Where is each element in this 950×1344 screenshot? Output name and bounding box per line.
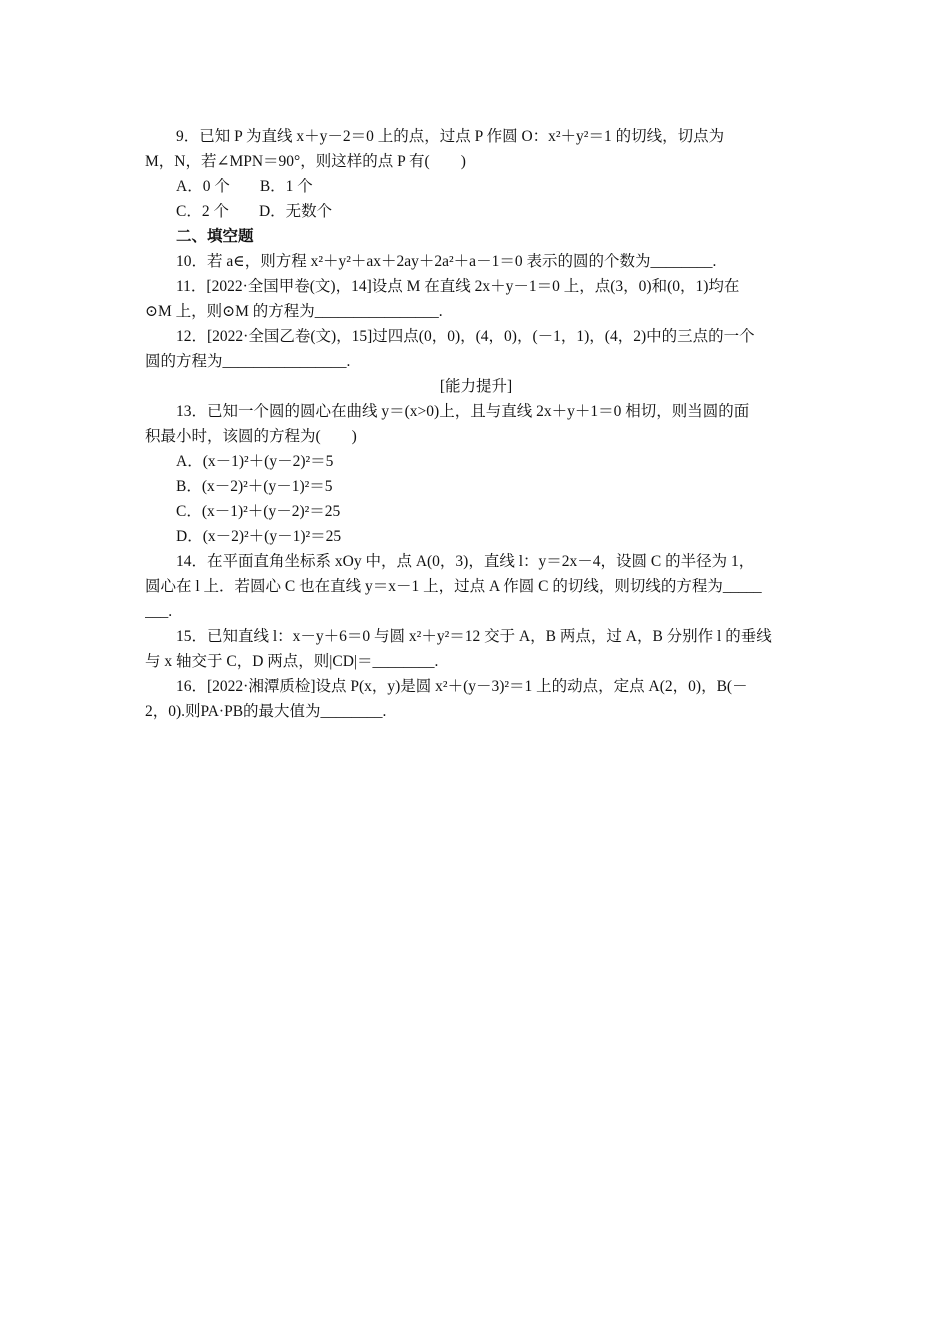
q12-line1: 12．[2022·全国乙卷(文)，15]过四点(0，0)，(4，0)，(－1，1)，(4，2)中的三点的一个 bbox=[176, 328, 755, 345]
q16-line1: 16．[2022·湘潭质检]设点 P(x，y)是圆 x²＋(y－3)²＝1 上的动点，定点 A(2，0)，B(－ bbox=[176, 678, 748, 695]
q13-option-c: C．(x－1)²＋(y－2)²＝25 bbox=[176, 503, 341, 520]
section-heading-fill-in: 二、填空题 bbox=[176, 228, 254, 245]
q13-option-b: B．(x－2)²＋(y－1)²＝5 bbox=[176, 478, 333, 495]
section-heading-ability: [能力提升] bbox=[439, 378, 513, 395]
q15-line2: 与 x 轴交于 C，D 两点，则|CD|＝________. bbox=[145, 653, 439, 670]
q10: 10．若 a∈，则方程 x²＋y²＋ax＋2ay＋2a²＋a－1＝0 表示的圆的个数为________. bbox=[176, 253, 717, 270]
q9-option-a: A．0 个 bbox=[176, 178, 230, 195]
q14-line2: 圆心在 l 上．若圆心 C 也在直线 y＝x－1 上，过点 A 作圆 C 的切线，则切线的方程为_____ bbox=[145, 578, 762, 595]
q9-options-row1 bbox=[145, 174, 807, 199]
q14-line3: ___. bbox=[145, 603, 173, 620]
q9-option-b: B．1 个 bbox=[259, 178, 313, 195]
q13-line1: 13．已知一个圆的圆心在曲线 y＝(x>0)上，且与直线 2x＋y＋1＝0 相切，则当圆的面 bbox=[176, 403, 750, 420]
q9-options-row2 bbox=[145, 199, 807, 224]
q9-line1: 9．已知 P 为直线 x＋y－2＝0 上的点，过点 P 作圆 O：x²＋y²＝1 的切线，切点为 bbox=[176, 128, 725, 145]
q11-line2: ⊙M 上，则⊙M 的方程为________________. bbox=[145, 303, 443, 320]
q11-line1: 11．[2022·全国甲卷(文)，14]设点 M 在直线 2x＋y－1＝0 上，点(3，0)和(0，1)均在 bbox=[176, 278, 740, 295]
q9-option-d: D．无数个 bbox=[258, 203, 333, 220]
q16-line2: 2，0).则PA·PB的最大值为________. bbox=[145, 703, 387, 720]
q15-line1: 15．已知直线 l：x－y＋6＝0 与圆 x²＋y²＝12 交于 A，B 两点，过 A，B 分别作 l 的垂线 bbox=[176, 628, 772, 645]
q13-line2: 积最小时，该圆的方程为( ) bbox=[145, 428, 357, 445]
q13-option-a: A．(x－1)²＋(y－2)²＝5 bbox=[176, 453, 334, 470]
q9-line2: M，N，若∠MPN＝90°，则这样的点 P 有( ) bbox=[145, 153, 466, 170]
q12-line2: 圆的方程为________________. bbox=[145, 353, 351, 370]
q13-option-d: D．(x－2)²＋(y－1)²＝25 bbox=[176, 528, 342, 545]
q9-option-c: C．2 个 bbox=[176, 203, 229, 220]
content-area bbox=[145, 124, 807, 724]
q14-line1: 14．在平面直角坐标系 xOy 中，点 A(0，3)，直线 l：y＝2x－4，设圆 C 的半径为 1， bbox=[176, 553, 755, 570]
